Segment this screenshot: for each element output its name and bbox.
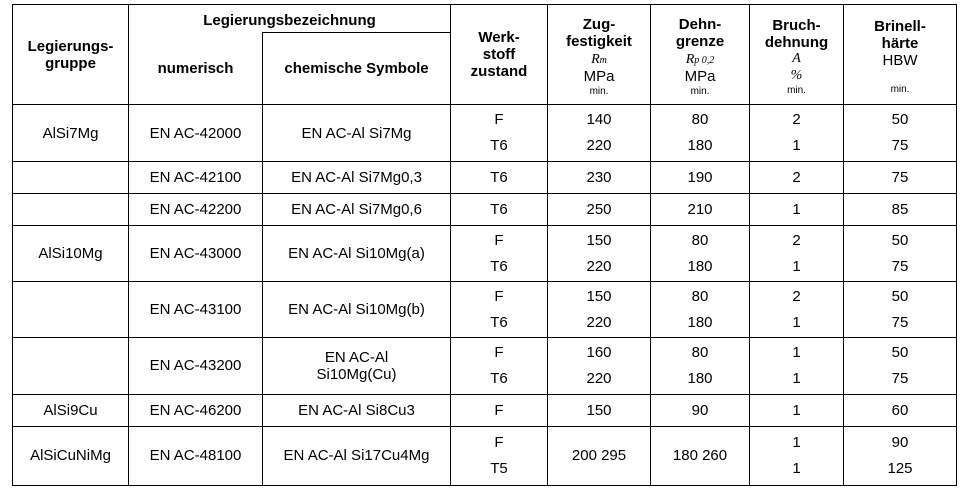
- tensile-cell-value: 150: [586, 231, 612, 249]
- chemical-line: EN AC-Al Si7Mg: [301, 124, 412, 142]
- yield-cell: [651, 193, 750, 225]
- elongation-cell-value: 1: [792, 313, 801, 331]
- hardness-cell-value: 125: [887, 459, 913, 477]
- hardness-cell-value: 50: [891, 111, 909, 129]
- numeric-cell: EN AC-43200: [129, 338, 263, 394]
- header-elongation: [750, 5, 844, 105]
- yield-cell-value: 180: [687, 369, 713, 387]
- numeric-cell: EN AC-46200: [129, 394, 263, 426]
- table-row: [13, 338, 957, 394]
- tensile-cell: [548, 193, 651, 225]
- group-cell: AlSi9Cu: [13, 394, 129, 426]
- group-cell: AlSi10Mg: [13, 225, 129, 281]
- elongation-cell-value: 2: [792, 287, 801, 305]
- elongation-cell-value: 2: [792, 231, 801, 249]
- temper-cell-value: T6: [490, 168, 508, 186]
- header-elongation-min: min.: [787, 84, 806, 96]
- header-elongation-unit: %: [790, 67, 803, 83]
- hardness-cell-value: 90: [891, 433, 909, 451]
- hardness-cell: [844, 282, 957, 338]
- elongation-cell: [750, 426, 844, 485]
- elongation-cell-value: 1: [792, 200, 801, 218]
- yield-cell-value: 180: [687, 313, 713, 331]
- elongation-cell-value: 2: [792, 111, 801, 129]
- table-row: [13, 426, 957, 485]
- hardness-cell-value: 50: [891, 343, 909, 361]
- temper-cell-value: F: [494, 343, 504, 361]
- temper-cell: [451, 394, 548, 426]
- temper-cell-value: T6: [490, 313, 508, 331]
- elongation-cell: [750, 105, 844, 161]
- temper-cell-value: F: [494, 111, 504, 129]
- tensile-cell-value: 150: [586, 287, 612, 305]
- header-hardness-min: min.: [890, 83, 910, 95]
- temper-cell-value: T6: [490, 369, 508, 387]
- tensile-cell-value: 140: [586, 111, 612, 129]
- header-hardness-unit: HBW: [882, 51, 918, 69]
- chemical-cell: [263, 161, 451, 193]
- yield-cell-value: 80: [691, 343, 709, 361]
- hardness-cell-value: 75: [891, 369, 909, 387]
- chemical-cell: [263, 338, 451, 394]
- hardness-cell: [844, 338, 957, 394]
- temper-cell: [451, 282, 548, 338]
- header-hardness-title: Brinell-: [874, 17, 926, 35]
- hardness-cell: [844, 426, 957, 485]
- header-tensile: [548, 5, 651, 105]
- table-row: [13, 282, 957, 338]
- hardness-cell: [844, 193, 957, 225]
- chemical-line: EN AC-Al Si10Mg(b): [288, 301, 425, 319]
- yield-cell-value: 210: [687, 200, 713, 218]
- elongation-cell: [750, 161, 844, 193]
- group-cell: [13, 338, 129, 394]
- header-yield-title: Dehn-: [678, 15, 722, 33]
- elongation-cell-value: 2: [792, 168, 801, 186]
- temper-cell-value: T6: [490, 257, 508, 275]
- header-hardness-title: härte: [881, 34, 919, 52]
- elongation-cell-value: 1: [792, 257, 801, 275]
- elongation-cell-value: 1: [792, 459, 801, 477]
- header-numeric: numerisch: [129, 33, 263, 105]
- numeric-cell: EN AC-42200: [129, 193, 263, 225]
- header-yield-title: grenze: [675, 32, 725, 50]
- chemical-cell: [263, 282, 451, 338]
- elongation-cell: [750, 193, 844, 225]
- header-tensile-min: min.: [589, 85, 609, 97]
- temper-cell-value: F: [494, 401, 504, 419]
- header-tensile-unit: MPa: [583, 67, 615, 85]
- yield-cell-value: 80: [691, 111, 709, 129]
- header-hardness: [844, 5, 957, 105]
- table-row: [13, 394, 957, 426]
- hardness-cell: [844, 105, 957, 161]
- header-tensile-symbol: R: [591, 51, 600, 67]
- chemical-line: EN AC-Al Si8Cu3: [298, 401, 415, 419]
- yield-cell-value: 190: [687, 168, 713, 186]
- table-row: [13, 105, 957, 161]
- chemical-line: EN AC-Al Si17Cu4Mg: [283, 447, 430, 465]
- group-cell: [13, 193, 129, 225]
- tensile-cell-value: 220: [586, 137, 612, 155]
- elongation-cell: [750, 225, 844, 281]
- header-temper-line: stoff: [482, 46, 516, 64]
- header-elongation-title: Bruch-: [772, 16, 821, 34]
- tensile-cell: [548, 161, 651, 193]
- table-row: [13, 161, 957, 193]
- temper-cell: [451, 225, 548, 281]
- elongation-cell-value: 1: [792, 369, 801, 387]
- chemical-cell: [263, 193, 451, 225]
- chemical-line: EN AC-Al Si10Mg(a): [288, 245, 425, 262]
- header-temper: [451, 5, 548, 105]
- tensile-cell-value: 160: [586, 343, 612, 361]
- header-group-line: gruppe: [45, 54, 96, 72]
- tensile-cell-value: 220: [586, 257, 612, 275]
- yield-cell: [651, 105, 750, 161]
- yield-cell-value: 180: [687, 137, 713, 155]
- temper-cell: [451, 338, 548, 394]
- chemical-line: EN AC-Al: [324, 348, 389, 366]
- tensile-cell: [548, 338, 651, 394]
- tensile-cell-value: 220: [586, 313, 612, 331]
- temper-cell: [451, 426, 548, 485]
- hardness-cell-value: 50: [891, 287, 909, 305]
- elongation-cell-value: 1: [792, 401, 801, 419]
- header-yield-sub: p 0,2: [694, 54, 715, 66]
- chemical-line: Si10Mg(Cu): [316, 365, 397, 383]
- chemical-cell: [263, 426, 451, 485]
- yield-cell: [651, 338, 750, 394]
- header-designation-text: Legierungsbezeichnung: [203, 11, 376, 29]
- hardness-cell: [844, 161, 957, 193]
- tensile-cell: [548, 394, 651, 426]
- temper-cell-value: T6: [490, 137, 508, 155]
- chemical-cell: [263, 225, 451, 281]
- yield-cell: [651, 426, 750, 485]
- header-group: [13, 5, 129, 105]
- hardness-cell-value: 75: [891, 313, 909, 331]
- yield-cell: [651, 394, 750, 426]
- temper-cell-value: T5: [490, 459, 508, 477]
- header-elongation-symbol: A: [792, 50, 801, 66]
- hardness-cell-value: 75: [891, 257, 909, 275]
- header-yield-unit: MPa: [684, 67, 716, 85]
- header-temper-line: Werk-: [478, 29, 520, 47]
- tensile-cell: [548, 105, 651, 161]
- temper-cell-value: T6: [490, 200, 508, 218]
- yield-cell: [651, 225, 750, 281]
- group-cell: AlSiCuNiMg: [13, 426, 129, 485]
- yield-cell: [651, 161, 750, 193]
- hardness-cell-value: 60: [891, 401, 909, 419]
- header-temper-line: zustand: [470, 63, 528, 81]
- alloy-properties-table: [12, 4, 957, 486]
- elongation-cell: [750, 282, 844, 338]
- group-cell: [13, 282, 129, 338]
- yield-cell: [651, 282, 750, 338]
- temper-cell: [451, 193, 548, 225]
- header-tensile-sub: m: [599, 54, 607, 66]
- header-chemical: chemische Symbole: [263, 33, 451, 105]
- tensile-cell: [548, 426, 651, 485]
- tensile-cell-value: 200 295: [571, 447, 627, 465]
- numeric-cell: EN AC-48100: [129, 426, 263, 485]
- hardness-cell-value: 85: [891, 200, 909, 218]
- hardness-cell-value: 75: [891, 168, 909, 186]
- yield-cell-value: 180: [687, 257, 713, 275]
- tensile-cell-value: 220: [586, 369, 612, 387]
- header-tensile-title: festigkeit: [566, 32, 632, 50]
- elongation-cell-value: 1: [792, 137, 801, 155]
- header-tensile-title: Zug-: [582, 15, 616, 33]
- hardness-cell-value: 50: [891, 231, 909, 249]
- tensile-cell: [548, 225, 651, 281]
- yield-cell-value: 80: [691, 287, 709, 305]
- temper-cell-value: F: [494, 287, 504, 305]
- temper-cell: [451, 161, 548, 193]
- tensile-cell-value: 250: [586, 200, 612, 218]
- elongation-cell: [750, 338, 844, 394]
- chemical-cell: [263, 394, 451, 426]
- tensile-cell-value: 150: [586, 401, 612, 419]
- header-yield-min: min.: [690, 85, 710, 97]
- temper-cell-value: F: [494, 433, 504, 451]
- hardness-cell: [844, 394, 957, 426]
- temper-cell: [451, 105, 548, 161]
- elongation-cell: [750, 394, 844, 426]
- numeric-cell: EN AC-43100: [129, 282, 263, 338]
- chemical-line: EN AC-Al Si7Mg0,3: [291, 168, 422, 186]
- chemical-cell: [263, 105, 451, 161]
- table-row: [13, 193, 957, 225]
- elongation-cell-value: 1: [792, 433, 801, 451]
- group-cell: [13, 161, 129, 193]
- table-row: [13, 225, 957, 281]
- header-yield: [651, 5, 750, 105]
- numeric-cell: EN AC-43000: [129, 225, 263, 281]
- header-designation: [129, 5, 451, 33]
- header-elongation-title: dehnung: [764, 33, 829, 51]
- numeric-cell: EN AC-42000: [129, 105, 263, 161]
- chemical-line: EN AC-Al Si7Mg0,6: [291, 200, 422, 218]
- tensile-cell-value: 230: [586, 168, 612, 186]
- group-cell: AlSi7Mg: [13, 105, 129, 161]
- header-yield-symbol: R: [685, 51, 695, 67]
- temper-cell-value: F: [494, 231, 504, 249]
- elongation-cell-value: 1: [792, 343, 801, 361]
- hardness-cell-value: 75: [891, 137, 909, 155]
- yield-cell-value: 80: [691, 231, 709, 249]
- hardness-cell: [844, 225, 957, 281]
- yield-cell-value: 90: [691, 401, 709, 419]
- tensile-cell: [548, 282, 651, 338]
- header-group-line: Legierungs-: [27, 37, 114, 55]
- yield-cell-value: 180 260: [672, 447, 728, 465]
- numeric-cell: EN AC-42100: [129, 161, 263, 193]
